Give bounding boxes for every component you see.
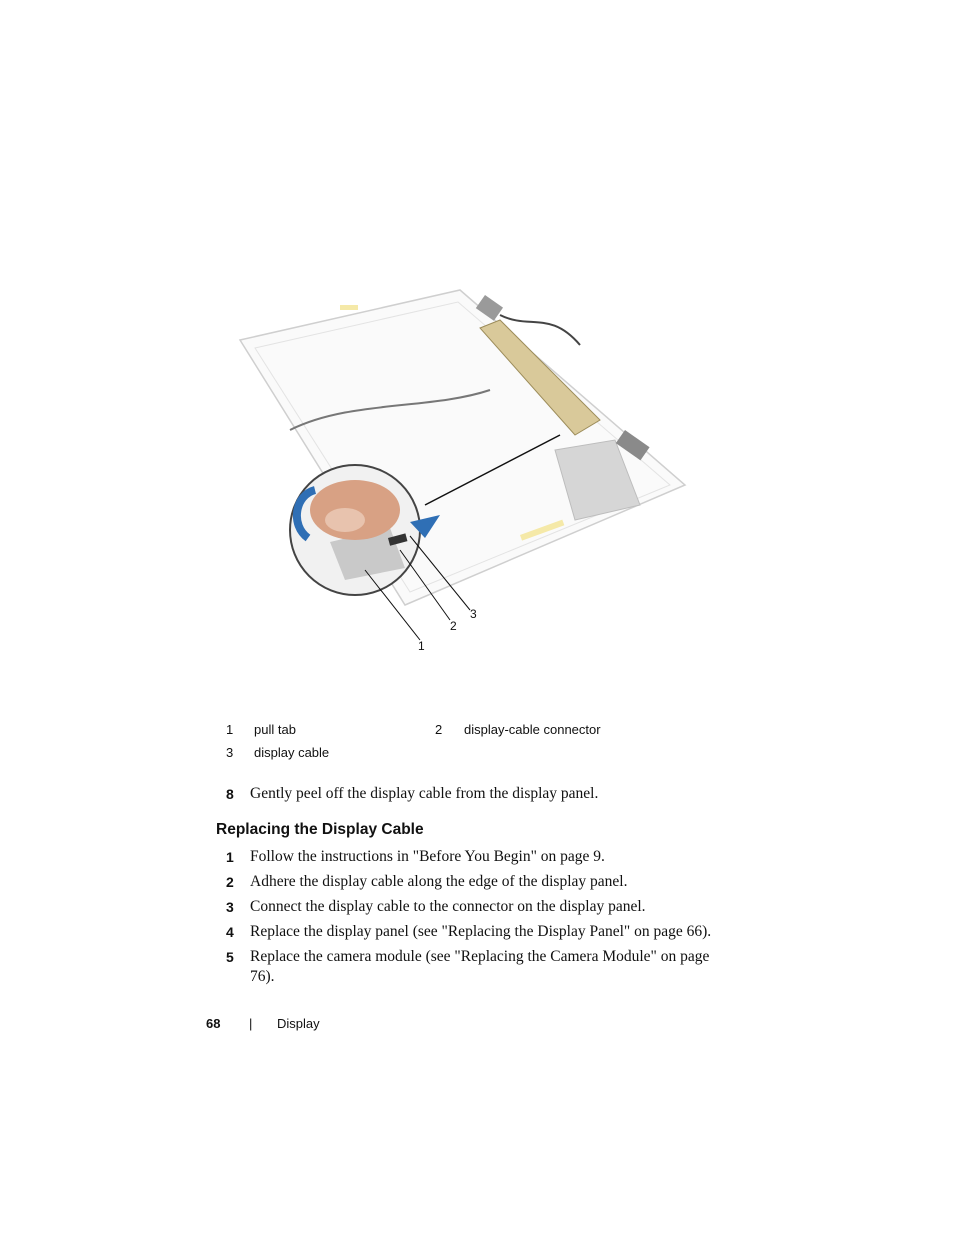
footer-separator: |	[249, 1016, 253, 1031]
step-number: 4	[226, 924, 234, 940]
figure-label-1: 1	[418, 639, 425, 653]
step-text: Gently peel off the display cable from the display panel.	[250, 785, 599, 802]
callout-row	[218, 722, 718, 745]
callout-row	[218, 745, 718, 768]
callout-legend	[218, 722, 718, 768]
figure-label-2: 2	[450, 619, 457, 633]
step-number: 3	[226, 899, 234, 915]
step-text: Replace the camera module (see "Replacing the Camera Module" on page 76).	[250, 948, 710, 985]
callout-number: 3	[226, 745, 234, 760]
page-number: 68	[206, 1016, 221, 1031]
section-heading: Replacing the Display Cable	[216, 821, 424, 838]
callout-number: 2	[435, 722, 443, 737]
callout-label: display-cable connector	[464, 722, 601, 737]
display-cable-illustration	[230, 280, 700, 660]
step-number: 5	[226, 949, 234, 965]
figure-label-3: 3	[470, 607, 477, 621]
step-text: Follow the instructions in "Before You Begin" on page 9.	[250, 848, 605, 865]
step-text: Connect the display cable to the connector on the display panel.	[250, 898, 646, 915]
callout-label: pull tab	[254, 722, 296, 737]
footer-section: Display	[277, 1016, 320, 1031]
callout-number: 1	[226, 722, 234, 737]
step-number: 1	[226, 849, 234, 865]
step-number: 8	[226, 786, 234, 802]
step-number: 2	[226, 874, 234, 890]
step-text: Replace the display panel (see "Replacing the Display Panel" on page 66).	[250, 923, 712, 940]
callout-label: display cable	[254, 745, 330, 760]
step-text: Adhere the display cable along the edge of the display panel.	[250, 873, 628, 890]
